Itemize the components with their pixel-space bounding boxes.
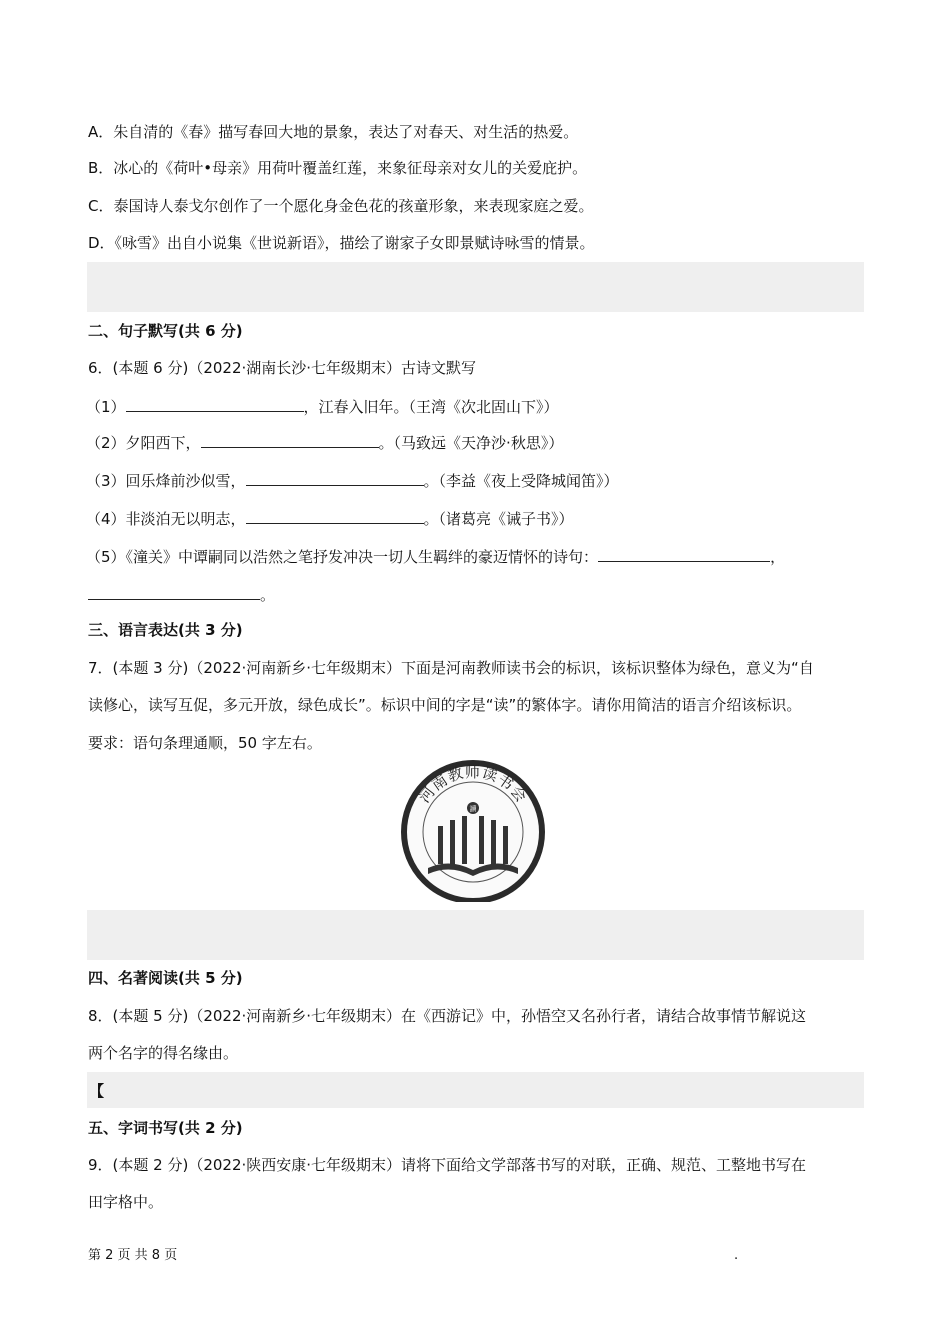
q6-3-suffix: 。（李益《夜上受降城闻笛》） bbox=[423, 472, 619, 490]
question-8-line-2: 两个名字的得名缘由。 bbox=[88, 1044, 239, 1062]
answer-box-q8 bbox=[87, 1072, 864, 1108]
option-b: B．冰心的《荷叶•母亲》用荷叶覆盖红莲，来象征母亲对女儿的关爱庇护。 bbox=[88, 159, 588, 177]
section-heading-5: 五、字词书写(共 2 分) bbox=[88, 1119, 243, 1137]
answer-box-q5 bbox=[87, 262, 864, 312]
q6-5-end: 。 bbox=[260, 586, 276, 604]
blank-q6-1[interactable] bbox=[126, 396, 304, 412]
question-9-line-1: 9．(本题 2 分)（2022·陕西安康·七年级期末）请将下面给文学部落书写的对联，正确、规范、工整地书写在 bbox=[88, 1156, 807, 1174]
question-6-2 bbox=[86, 432, 563, 453]
option-a: A．朱自清的《春》描写春回大地的景象，表达了对春天、对生活的热爱。 bbox=[88, 123, 579, 141]
section-heading-4: 四、名著阅读(共 5 分) bbox=[88, 969, 243, 987]
q6-5-comma: ， bbox=[770, 548, 786, 566]
footer-dot: . bbox=[734, 1248, 739, 1263]
blank-q6-4[interactable] bbox=[246, 508, 424, 524]
answer-box-q7 bbox=[87, 910, 864, 960]
question-7-line-1: 7．(本题 3 分)（2022·河南新乡·七年级期末）下面是河南教师读书会的标识，该标识整体为绿色，意义为“自 bbox=[88, 659, 814, 677]
q6-4-prefix: （4）非淡泊无以明志， bbox=[86, 510, 246, 528]
page-number: 第 2 页 共 8 页 bbox=[88, 1248, 178, 1263]
blank-q6-2[interactable] bbox=[201, 432, 379, 448]
option-c: C．泰国诗人泰戈尔创作了一个愿化身金色花的孩童形象，来表现家庭之爱。 bbox=[88, 197, 594, 215]
question-7-line-3: 要求：语句条理通顺，50 字左右。 bbox=[88, 734, 322, 752]
q6-4-suffix: 。（诸葛亮《诫子书》） bbox=[423, 510, 574, 528]
question-6-5 bbox=[86, 546, 785, 567]
section-heading-2: 二、句子默写(共 6 分) bbox=[88, 322, 243, 340]
option-d: D．《咏雪》出自小说集《世说新语》，描绘了谢家子女即景赋诗咏雪的情景。 bbox=[88, 234, 595, 252]
question-8-line-1: 8．(本题 5 分)（2022·河南新乡·七年级期末）在《西游记》中，孙悟空又名孙行者，请结合故事情节解说这 bbox=[88, 1007, 807, 1025]
q6-1-prefix: （1） bbox=[86, 398, 126, 416]
question-7-line-2: 读修心，读写互促，多元开放，绿色成长”。标识中间的字是“读”的繁体字。请你用简洁的语言介绍该标识。 bbox=[88, 696, 802, 714]
q6-2-prefix: （2）夕阳西下， bbox=[86, 434, 201, 452]
question-6-4 bbox=[86, 508, 574, 529]
question-6-3 bbox=[86, 470, 619, 491]
logo-ring-text: 河南教师读书会 bbox=[416, 764, 530, 807]
q6-5-prefix: （5）《潼关》中谭嗣同以浩然之笔抒发冲决一切人生羁绊的豪迈情怀的诗句： bbox=[86, 548, 599, 566]
question-9-line-2: 田字格中。 bbox=[88, 1193, 164, 1211]
answer-bracket: 【 bbox=[89, 1082, 105, 1100]
blank-q6-5a[interactable] bbox=[598, 546, 770, 562]
reading-society-logo bbox=[398, 760, 548, 902]
question-6-1 bbox=[86, 396, 559, 417]
q6-3-prefix: （3）回乐烽前沙似雪， bbox=[86, 472, 246, 490]
logo-center-char: 讀 bbox=[469, 805, 477, 813]
blank-q6-5b[interactable] bbox=[88, 584, 260, 600]
section-heading-3: 三、语言表达(共 3 分) bbox=[88, 621, 243, 639]
q6-2-suffix: 。（马致远《天净沙·秋思》） bbox=[378, 434, 564, 452]
q6-1-suffix: ，江春入旧年。（王湾《次北固山下》） bbox=[303, 398, 559, 416]
question-6: 6．(本题 6 分)（2022·湖南长沙·七年级期末）古诗文默写 bbox=[88, 359, 477, 377]
question-6-5-cont bbox=[88, 584, 275, 605]
blank-q6-3[interactable] bbox=[246, 470, 424, 486]
